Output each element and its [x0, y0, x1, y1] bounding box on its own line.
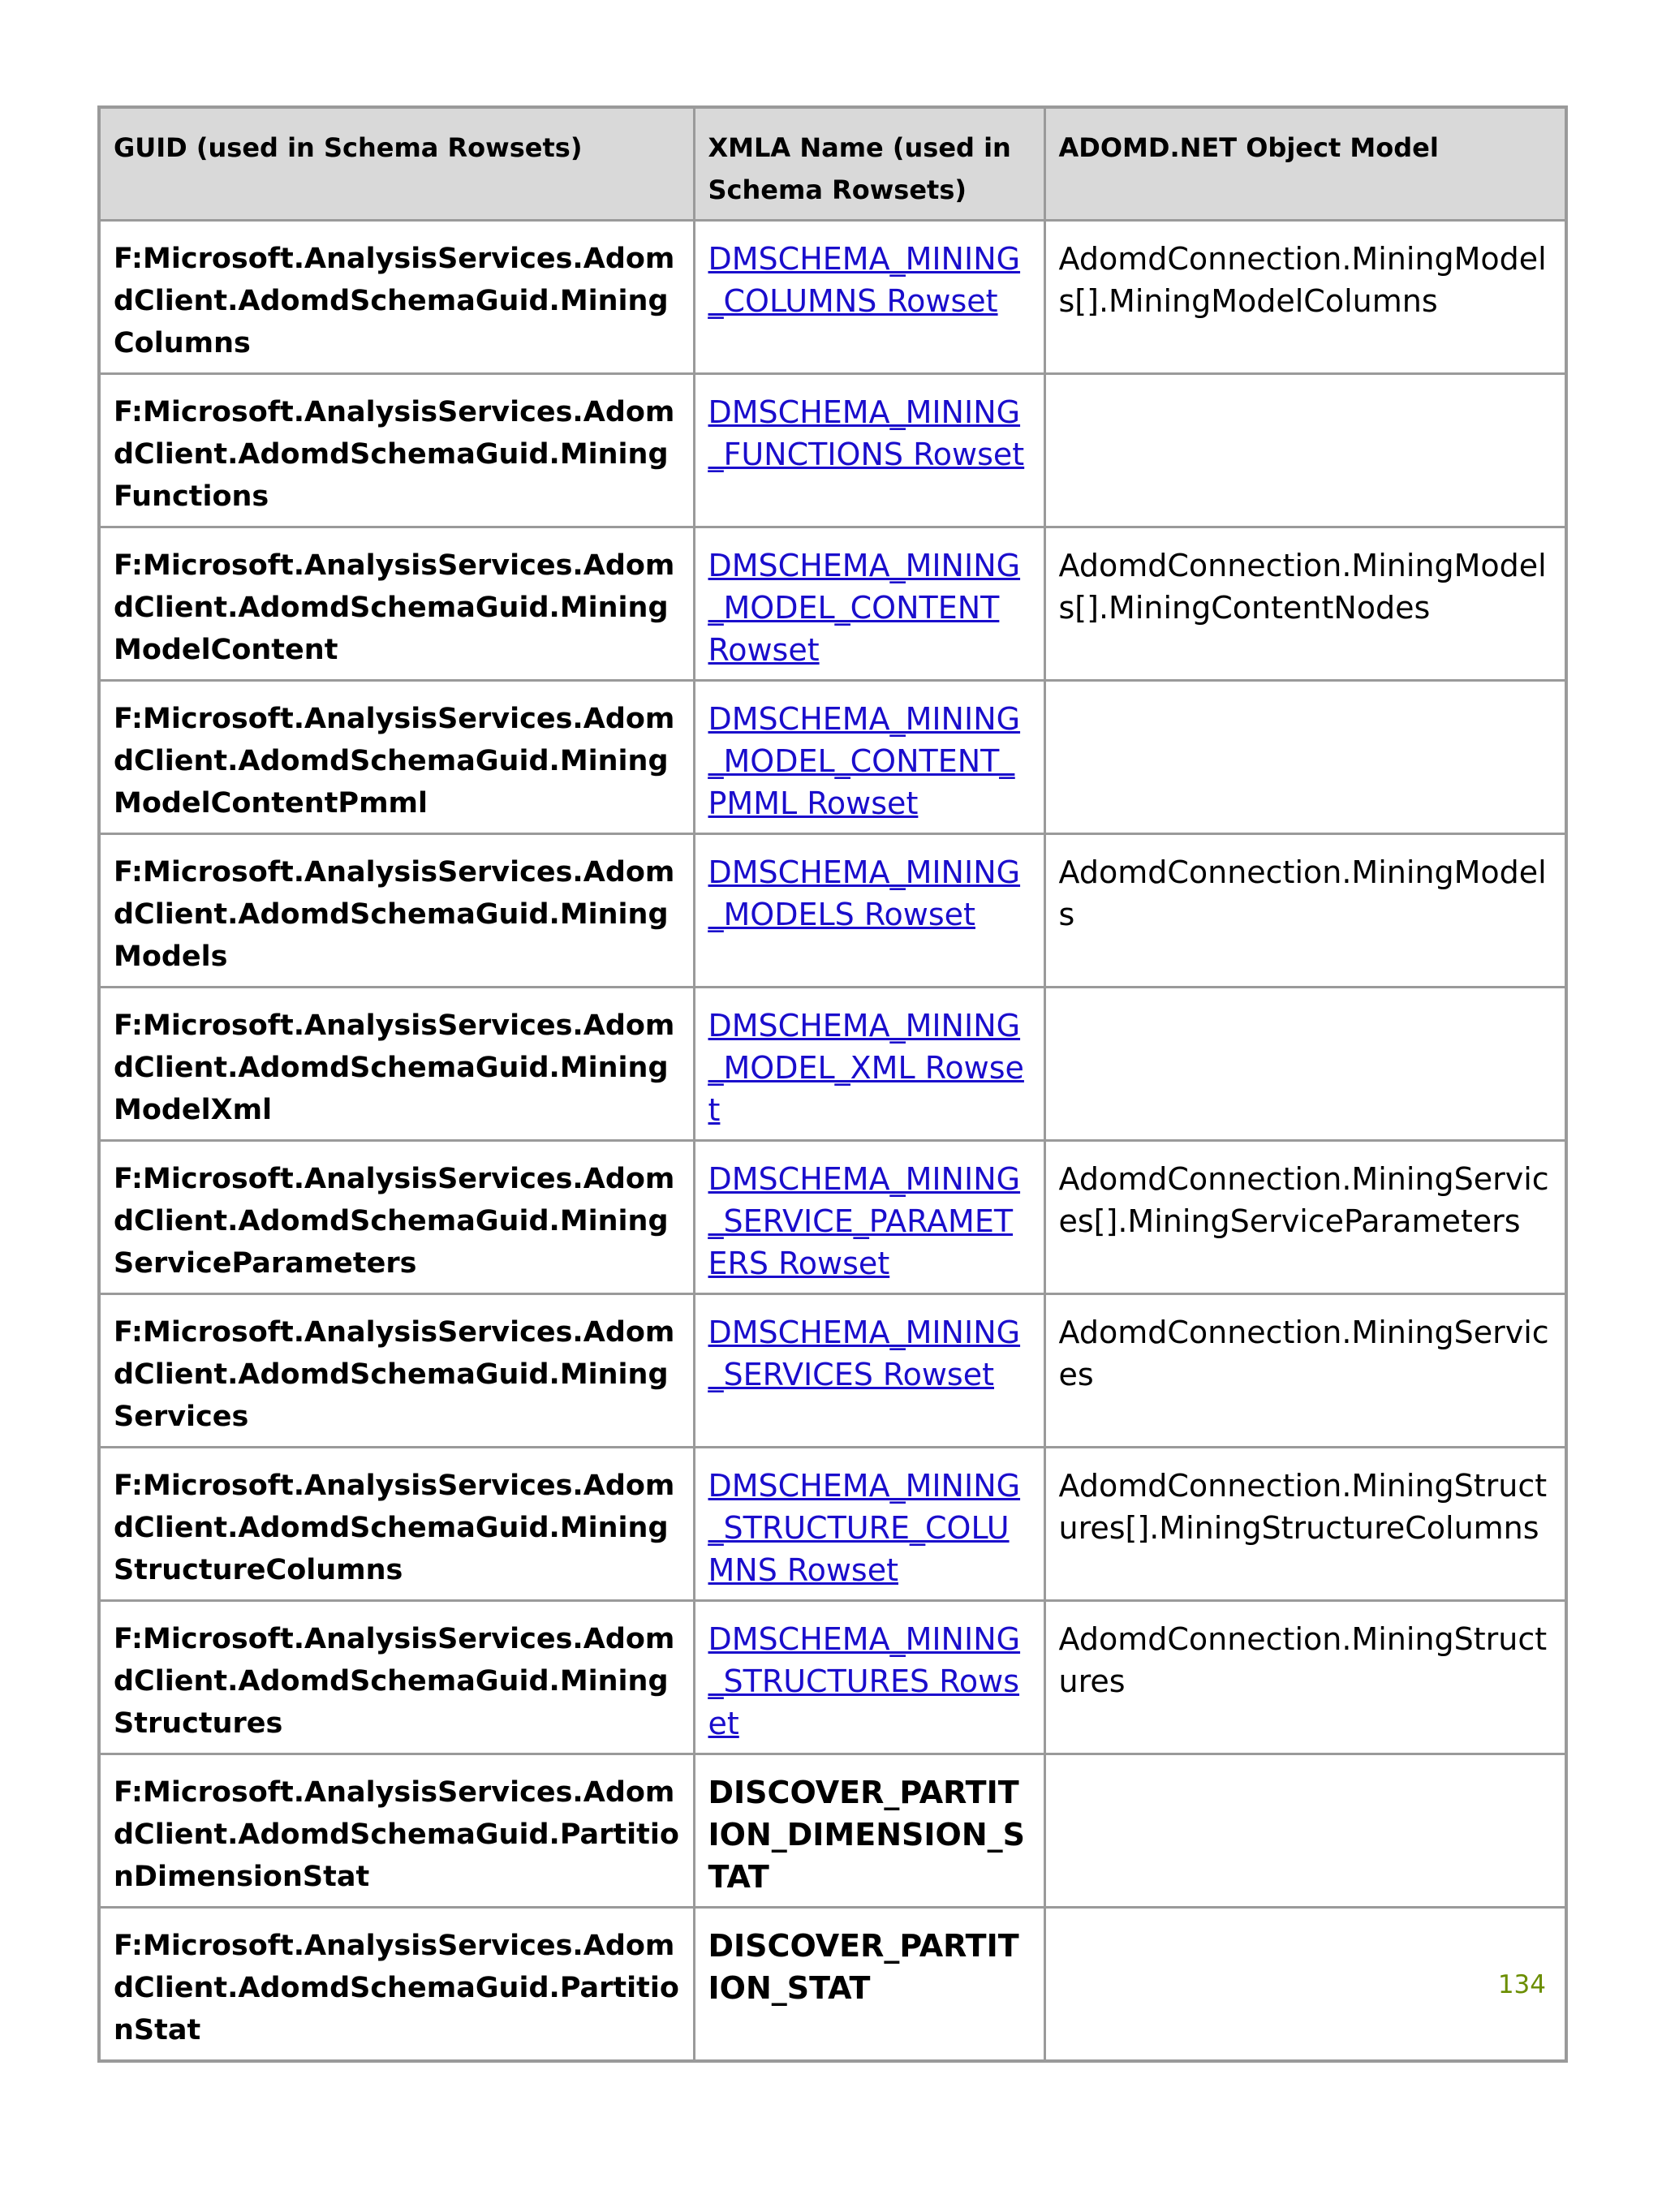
adomd-cell	[1044, 1908, 1566, 2062]
table-row	[99, 1908, 1566, 2062]
guid-cell: F:Microsoft.AnalysisServices.AdomdClient.AdomdSchemaGuid.MiningServices	[99, 1294, 694, 1448]
guid-cell: F:Microsoft.AnalysisServices.AdomdClient.AdomdSchemaGuid.MiningStructures	[99, 1601, 694, 1754]
header-xmla-name: XMLA Name (used in Schema Rowsets)	[694, 107, 1044, 221]
xmla-cell	[694, 988, 1044, 1141]
table-row	[99, 374, 1566, 527]
table-row	[99, 1601, 1566, 1754]
xmla-cell	[694, 1754, 1044, 1908]
xmla-rowset-link[interactable]: DMSCHEMA_MINING_MODEL_CONTENT_PMML Rowset	[708, 701, 1021, 821]
table-row	[99, 834, 1566, 988]
table-header	[99, 107, 1566, 221]
xmla-cell	[694, 1294, 1044, 1448]
table-row	[99, 1141, 1566, 1294]
table-row	[99, 988, 1566, 1141]
xmla-cell	[694, 221, 1044, 374]
adomd-cell: AdomdConnection.MiningStructures	[1044, 1601, 1566, 1754]
xmla-rowset-link[interactable]: DMSCHEMA_MINING_STRUCTURE_COLUMNS Rowset	[708, 1468, 1021, 1588]
xmla-rowset-link[interactable]: DMSCHEMA_MINING_SERVICE_PARAMETERS Rowset	[708, 1161, 1021, 1281]
header-guid: GUID (used in Schema Rowsets)	[99, 107, 694, 221]
guid-cell: F:Microsoft.AnalysisServices.AdomdClient.AdomdSchemaGuid.MiningModelContent	[99, 527, 694, 681]
xmla-cell	[694, 1448, 1044, 1601]
schema-guid-table	[97, 105, 1568, 2063]
xmla-cell	[694, 1601, 1044, 1754]
guid-cell: F:Microsoft.AnalysisServices.AdomdClient.AdomdSchemaGuid.MiningModelXml	[99, 988, 694, 1141]
page-number: 134	[1497, 1970, 1546, 1999]
guid-cell: F:Microsoft.AnalysisServices.AdomdClient.AdomdSchemaGuid.MiningModels	[99, 834, 694, 988]
adomd-cell: AdomdConnection.MiningModels	[1044, 834, 1566, 988]
xmla-rowset-link[interactable]: DMSCHEMA_MINING_FUNCTIONS Rowset	[708, 394, 1025, 472]
xmla-rowset-link[interactable]: DMSCHEMA_MINING_MODELS Rowset	[708, 854, 1021, 932]
table-row	[99, 1754, 1566, 1908]
xmla-name-text: DISCOVER_PARTITION_DIMENSION_STAT	[708, 1775, 1025, 1895]
adomd-cell	[1044, 988, 1566, 1141]
table-row	[99, 1448, 1566, 1601]
xmla-rowset-link[interactable]: DMSCHEMA_MINING_MODEL_XML Rowset	[708, 1008, 1024, 1128]
table-row	[99, 527, 1566, 681]
header-adomd-object-model: ADOMD.NET Object Model	[1044, 107, 1566, 221]
guid-cell: F:Microsoft.AnalysisServices.AdomdClient.AdomdSchemaGuid.MiningFunctions	[99, 374, 694, 527]
table-row	[99, 1294, 1566, 1448]
guid-cell: F:Microsoft.AnalysisServices.AdomdClient.AdomdSchemaGuid.PartitionStat	[99, 1908, 694, 2062]
guid-cell: F:Microsoft.AnalysisServices.AdomdClient.AdomdSchemaGuid.MiningStructureColumns	[99, 1448, 694, 1601]
guid-cell: F:Microsoft.AnalysisServices.AdomdClient.AdomdSchemaGuid.MiningColumns	[99, 221, 694, 374]
xmla-name-text: DISCOVER_PARTITION_STAT	[708, 1928, 1019, 2006]
xmla-rowset-link[interactable]: DMSCHEMA_MINING_COLUMNS Rowset	[708, 241, 1021, 319]
xmla-cell	[694, 1908, 1044, 2062]
xmla-cell	[694, 681, 1044, 834]
adomd-cell	[1044, 681, 1566, 834]
xmla-rowset-link[interactable]: DMSCHEMA_MINING_MODEL_CONTENT Rowset	[708, 548, 1021, 668]
xmla-rowset-link[interactable]: DMSCHEMA_MINING_SERVICES Rowset	[708, 1315, 1021, 1392]
adomd-cell: AdomdConnection.MiningServices[].MiningServiceParameters	[1044, 1141, 1566, 1294]
adomd-cell: AdomdConnection.MiningModels[].MiningModelColumns	[1044, 221, 1566, 374]
adomd-cell	[1044, 1754, 1566, 1908]
adomd-cell: AdomdConnection.MiningStructures[].MiningStructureColumns	[1044, 1448, 1566, 1601]
xmla-cell	[694, 527, 1044, 681]
guid-cell: F:Microsoft.AnalysisServices.AdomdClient.AdomdSchemaGuid.PartitionDimensionStat	[99, 1754, 694, 1908]
guid-cell: F:Microsoft.AnalysisServices.AdomdClient.AdomdSchemaGuid.MiningServiceParameters	[99, 1141, 694, 1294]
adomd-cell	[1044, 374, 1566, 527]
table-row	[99, 221, 1566, 374]
table-header-row	[99, 107, 1566, 221]
xmla-cell	[694, 834, 1044, 988]
adomd-cell: AdomdConnection.MiningModels[].MiningContentNodes	[1044, 527, 1566, 681]
xmla-cell	[694, 1141, 1044, 1294]
guid-cell: F:Microsoft.AnalysisServices.AdomdClient.AdomdSchemaGuid.MiningModelContentPmml	[99, 681, 694, 834]
table-body	[99, 221, 1566, 2062]
xmla-cell	[694, 374, 1044, 527]
table-row	[99, 681, 1566, 834]
adomd-cell: AdomdConnection.MiningServices	[1044, 1294, 1566, 1448]
xmla-rowset-link[interactable]: DMSCHEMA_MINING_STRUCTURES Rowset	[708, 1621, 1021, 1741]
